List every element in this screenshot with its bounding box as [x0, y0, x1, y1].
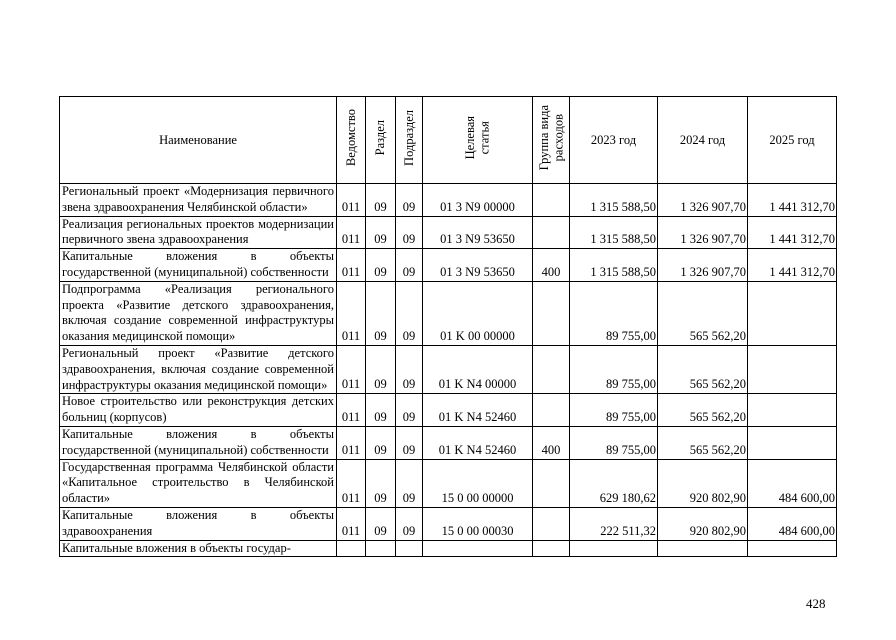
row-target: 01 3 N9 53650 — [423, 249, 533, 282]
row-section: 09 — [366, 394, 396, 427]
row-target: 01 K N4 52460 — [423, 426, 533, 459]
row-value-2025: 1 441 312,70 — [748, 216, 837, 249]
table-row — [60, 216, 837, 249]
row-dept: 011 — [337, 281, 366, 345]
header-section: Раздел — [366, 97, 396, 184]
row-name: Реализация региональных проектов модернизации первичного звена здравоохранения — [60, 216, 337, 249]
row-value-2023: 1 315 588,50 — [570, 249, 658, 282]
row-value-2023: 89 755,00 — [570, 394, 658, 427]
table-row — [60, 249, 837, 282]
row-dept: 011 — [337, 507, 366, 540]
row-name: Капитальные вложения в объекты государственной (муниципальной) собственности — [60, 426, 337, 459]
header-2023: 2023 год — [570, 97, 658, 184]
row-value-2024: 920 802,90 — [658, 507, 748, 540]
row-section: 09 — [366, 249, 396, 282]
table-row — [60, 394, 837, 427]
row-value-2025 — [748, 281, 837, 345]
row-section: 09 — [366, 184, 396, 217]
row-name: Новое строительство или реконструкция детских больниц (корпусов) — [60, 394, 337, 427]
page-number: 428 — [806, 596, 826, 611]
row-target: 01 3 N9 53650 — [423, 216, 533, 249]
row-value-2025 — [748, 394, 837, 427]
row-subsection: 09 — [396, 426, 423, 459]
row-section: 09 — [366, 459, 396, 507]
header-subsection: Подраздел — [396, 97, 423, 184]
row-value-2025: 1 441 312,70 — [748, 249, 837, 282]
row-expense-group — [533, 184, 570, 217]
row-value-2024: 565 562,20 — [658, 426, 748, 459]
row-subsection: 09 — [396, 459, 423, 507]
row-value-2025: 1 441 312,70 — [748, 184, 837, 217]
table-row — [60, 507, 837, 540]
row-target: 01 K N4 52460 — [423, 394, 533, 427]
row-subsection: 09 — [396, 281, 423, 345]
row-dept: 011 — [337, 184, 366, 217]
header-2025: 2025 год — [748, 97, 837, 184]
row-value-2025: 484 600,00 — [748, 507, 837, 540]
row-expense-group — [533, 540, 570, 557]
row-name: Подпрограмма «Реализация регионального проекта «Развитие детского здравоохранения, включая создание современной инфраструктуры оказания медицинской помощи» — [60, 281, 337, 345]
row-value-2023: 1 315 588,50 — [570, 216, 658, 249]
table-row — [60, 426, 837, 459]
header-target: Целевая статья — [423, 97, 533, 184]
row-subsection: 09 — [396, 249, 423, 282]
row-subsection: 09 — [396, 507, 423, 540]
row-subsection: 09 — [396, 394, 423, 427]
row-value-2023: 89 755,00 — [570, 426, 658, 459]
row-subsection: 09 — [396, 216, 423, 249]
row-value-2024: 565 562,20 — [658, 281, 748, 345]
table-row — [60, 184, 837, 217]
row-name: Капитальные вложения в объекты государ- — [60, 540, 337, 557]
row-section: 09 — [366, 216, 396, 249]
header-2024: 2024 год — [658, 97, 748, 184]
row-value-2025: 484 600,00 — [748, 459, 837, 507]
row-value-2023: 89 755,00 — [570, 281, 658, 345]
row-dept: 011 — [337, 394, 366, 427]
row-value-2025 — [748, 540, 837, 557]
row-value-2024: 1 326 907,70 — [658, 184, 748, 217]
row-expense-group: 400 — [533, 249, 570, 282]
row-target: 15 0 00 00000 — [423, 459, 533, 507]
row-value-2023 — [570, 540, 658, 557]
row-value-2023: 1 315 588,50 — [570, 184, 658, 217]
row-value-2023: 89 755,00 — [570, 345, 658, 393]
row-name: Региональный проект «Модернизация первичного звена здравоохранения Челябинской области» — [60, 184, 337, 217]
row-value-2024: 565 562,20 — [658, 394, 748, 427]
row-name: Капитальные вложения в объекты государственной (муниципальной) собственности — [60, 249, 337, 282]
row-expense-group — [533, 459, 570, 507]
table-row — [60, 459, 837, 507]
row-section: 09 — [366, 426, 396, 459]
row-section: 09 — [366, 345, 396, 393]
row-target: 01 K N4 00000 — [423, 345, 533, 393]
row-value-2025 — [748, 345, 837, 393]
row-dept: 011 — [337, 249, 366, 282]
row-dept: 011 — [337, 459, 366, 507]
row-expense-group — [533, 345, 570, 393]
row-target: 01 K 00 00000 — [423, 281, 533, 345]
row-section: 09 — [366, 507, 396, 540]
row-expense-group: 400 — [533, 426, 570, 459]
row-value-2024: 565 562,20 — [658, 345, 748, 393]
budget-table — [59, 96, 837, 557]
row-dept: 011 — [337, 426, 366, 459]
table-body — [60, 184, 837, 557]
row-dept — [337, 540, 366, 557]
row-dept: 011 — [337, 345, 366, 393]
row-value-2024: 920 802,90 — [658, 459, 748, 507]
header-expense-group: Группа вида расходов — [533, 97, 570, 184]
header-name: Наименование — [60, 97, 337, 184]
row-expense-group — [533, 216, 570, 249]
row-name: Региональный проект «Развитие детского здравоохранения, включая создание современной инфраструктуры оказания медицинской помощи» — [60, 345, 337, 393]
row-dept: 011 — [337, 216, 366, 249]
row-value-2024: 1 326 907,70 — [658, 249, 748, 282]
row-value-2024 — [658, 540, 748, 557]
row-name: Государственная программа Челябинской области «Капитальное строительство в Челябинской области» — [60, 459, 337, 507]
row-section — [366, 540, 396, 557]
row-expense-group — [533, 507, 570, 540]
table-row — [60, 345, 837, 393]
row-subsection: 09 — [396, 184, 423, 217]
row-value-2025 — [748, 426, 837, 459]
row-name: Капитальные вложения в объекты здравоохранения — [60, 507, 337, 540]
row-target — [423, 540, 533, 557]
header-row — [60, 97, 837, 184]
row-target: 01 3 N9 00000 — [423, 184, 533, 217]
row-subsection: 09 — [396, 345, 423, 393]
row-subsection — [396, 540, 423, 557]
row-section: 09 — [366, 281, 396, 345]
row-target: 15 0 00 00030 — [423, 507, 533, 540]
table-row — [60, 281, 837, 345]
row-value-2024: 1 326 907,70 — [658, 216, 748, 249]
table-row — [60, 540, 837, 557]
row-expense-group — [533, 394, 570, 427]
row-value-2023: 629 180,62 — [570, 459, 658, 507]
header-dept: Ведомство — [337, 97, 366, 184]
row-expense-group — [533, 281, 570, 345]
row-value-2023: 222 511,32 — [570, 507, 658, 540]
